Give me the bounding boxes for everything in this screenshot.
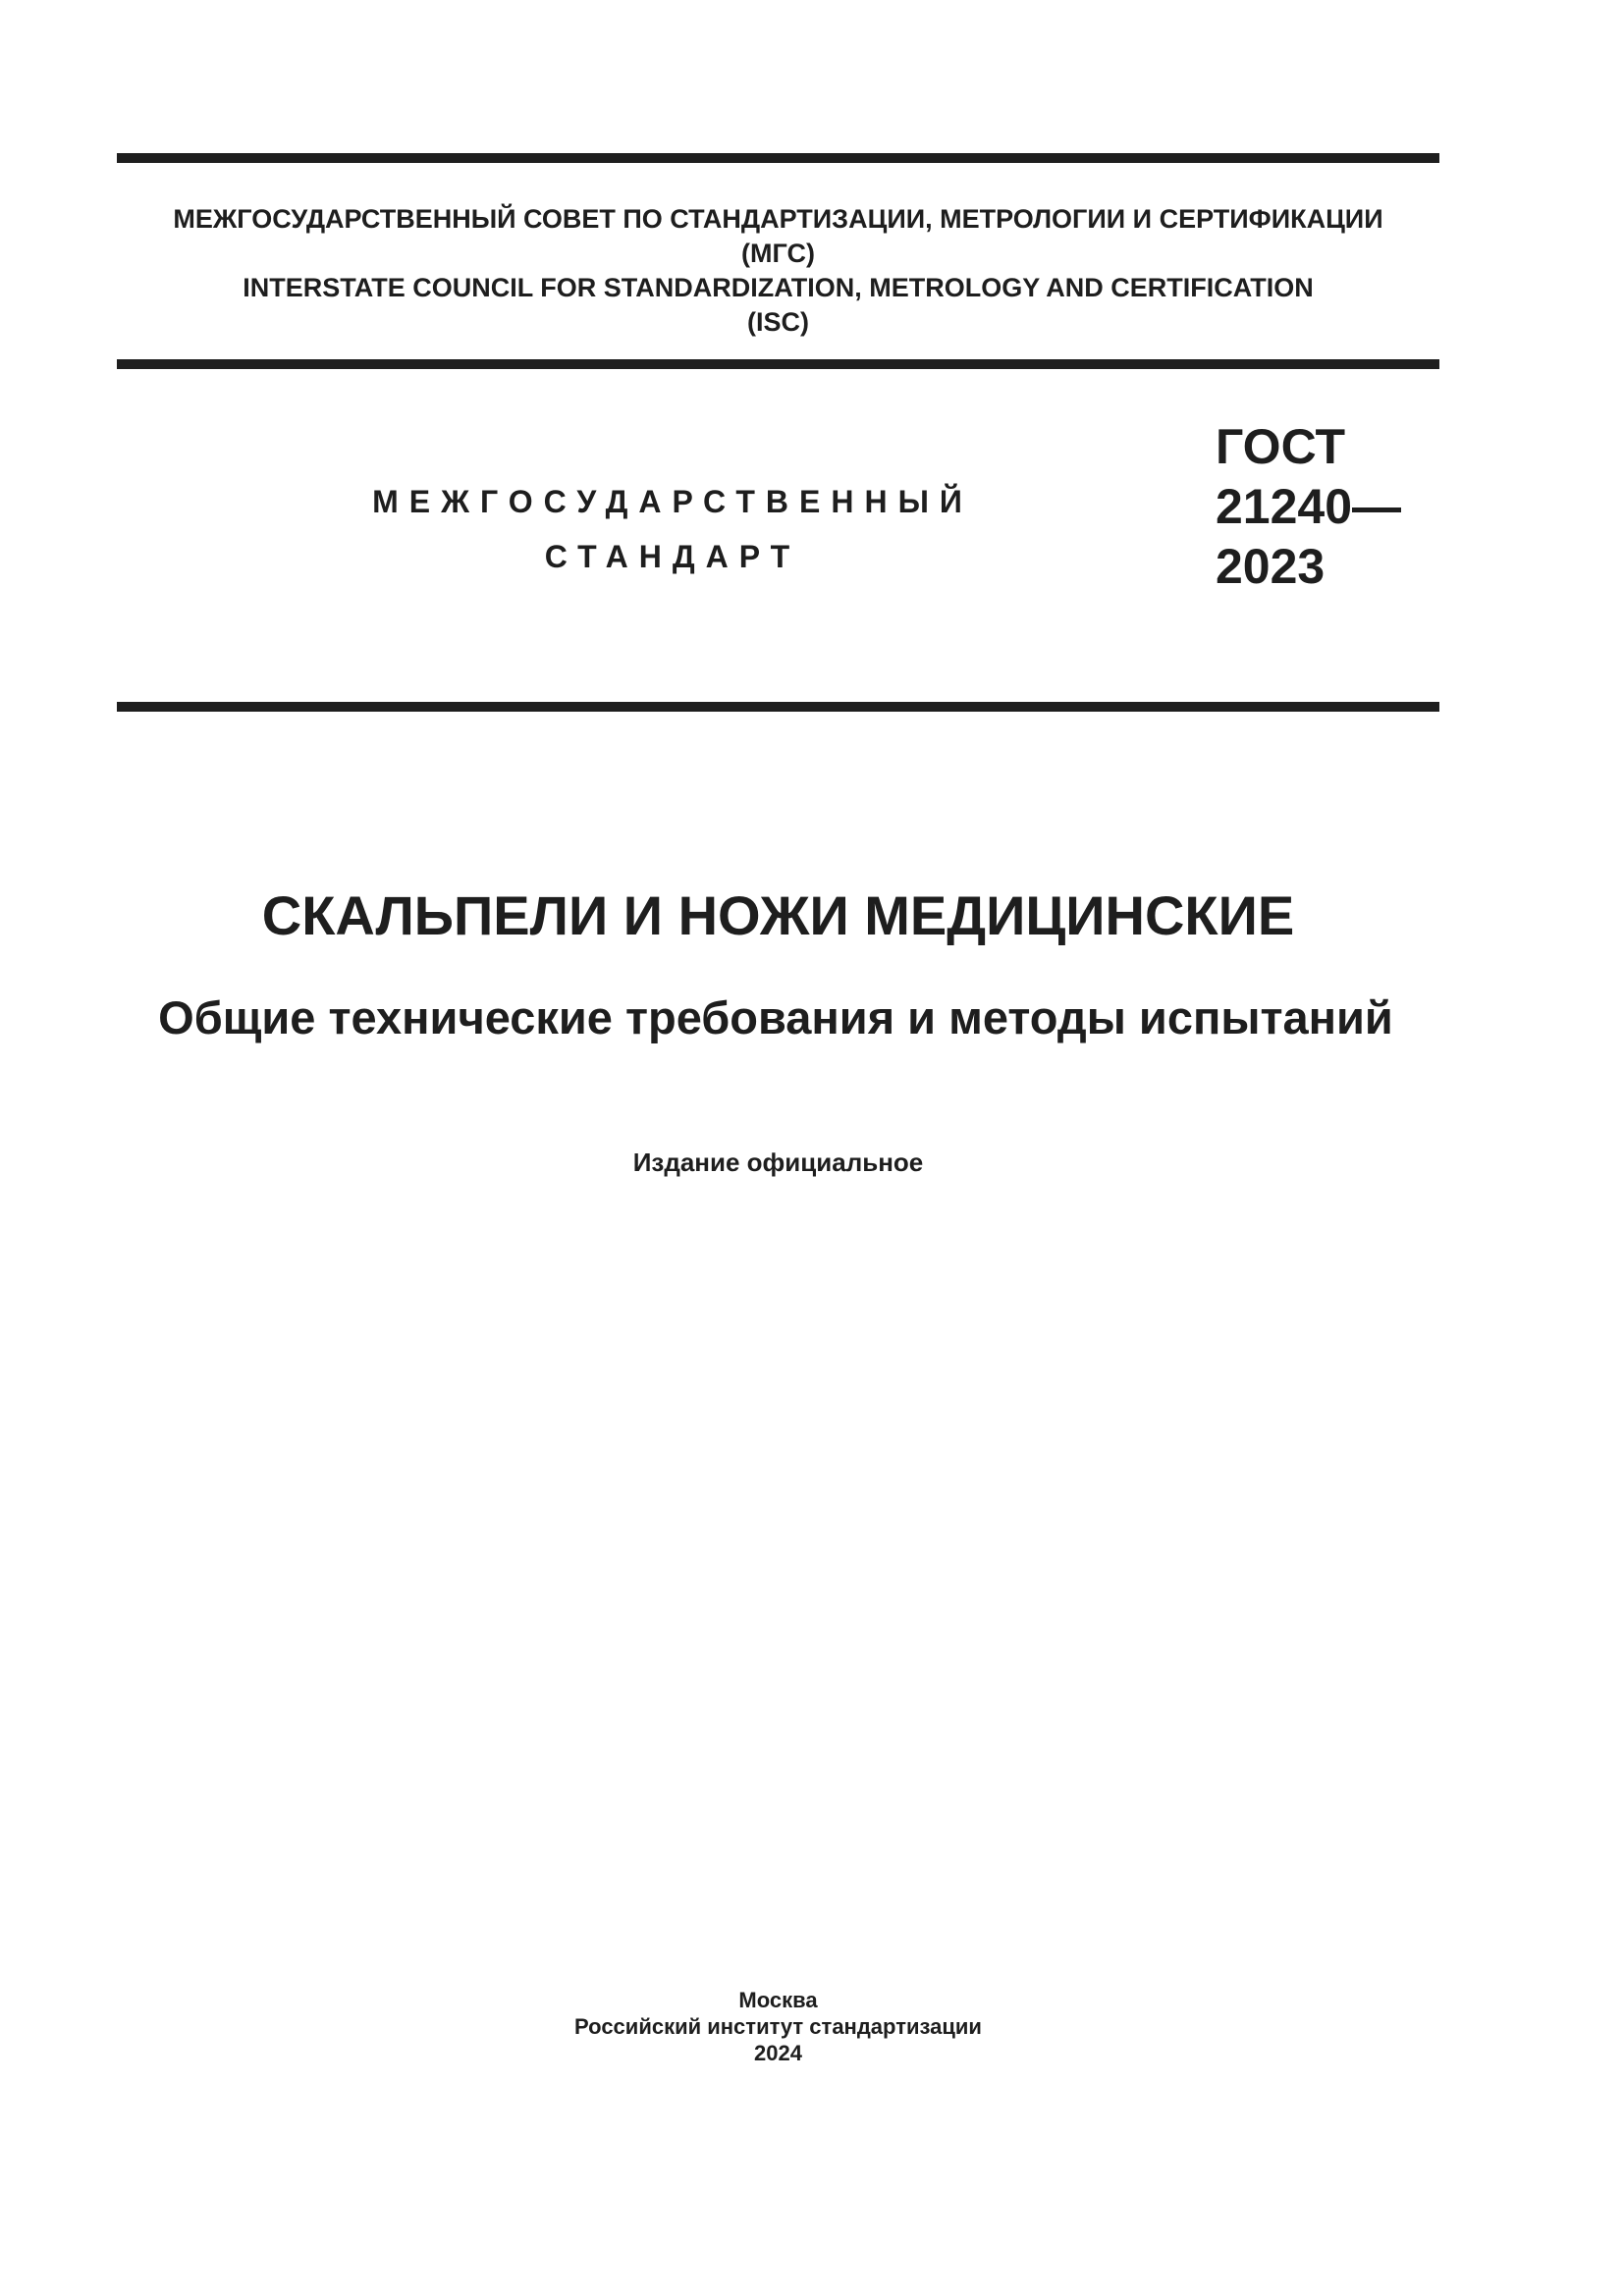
council-name-en: INTERSTATE COUNCIL FOR STANDARDIZATION, METROLOGY AND CERTIFICATION [243, 273, 1314, 302]
council-name-ru: МЕЖГОСУДАРСТВЕННЫЙ СОВЕТ ПО СТАНДАРТИЗАЦИИ, МЕТРОЛОГИИ И СЕРТИФИКАЦИИ [173, 204, 1383, 234]
council-abbr-en: (ISC) [747, 307, 809, 337]
imprint-city: Москва [738, 1988, 818, 2012]
gost-year: 2023 [1216, 539, 1326, 594]
gost-prefix: ГОСТ [1216, 419, 1345, 474]
document-title: СКАЛЬПЕЛИ И НОЖИ МЕДИЦИНСКИЕ [261, 884, 1295, 946]
imprint [117, 1987, 1439, 2066]
council-abbr-ru: (МГС) [741, 239, 815, 268]
standard-kind [265, 474, 1080, 584]
bottom-rule [117, 702, 1439, 712]
council-header [117, 202, 1439, 340]
top-rule [117, 153, 1439, 163]
edition-note: Издание официальное [632, 1148, 924, 1177]
middle-rule [117, 359, 1439, 369]
gost-designation [1216, 417, 1401, 597]
imprint-year: 2024 [754, 2041, 802, 2065]
gost-number: 21240— [1216, 479, 1402, 534]
standard-kind-line2: СТАНДАРТ [544, 539, 801, 574]
imprint-publisher: Российский институт стандартизации [574, 2014, 982, 2039]
document-subtitle: Общие технические требования и методы испытаний [158, 991, 1393, 1043]
standard-kind-line1: МЕЖГОСУДАРСТВЕННЫЙ [372, 484, 973, 519]
